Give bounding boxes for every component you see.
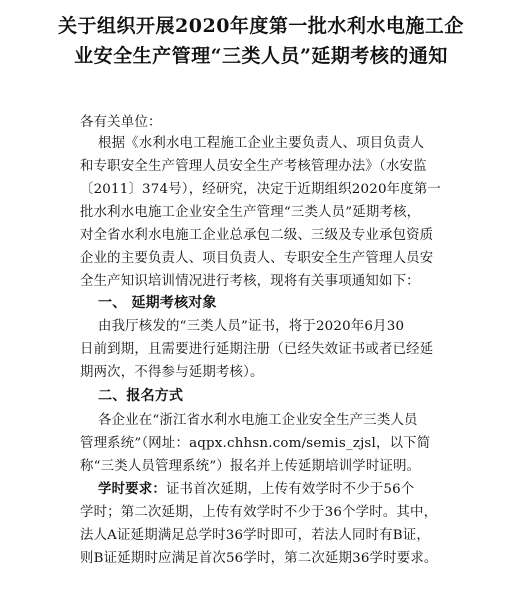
section-1-line: 由我厅核发的“三类人员”证书，将于2020年6月30 [98, 319, 405, 334]
section-2-line: 管理系统”（网址：aqpx.chhsn.com/semis_zjsl，以下简 [80, 436, 431, 451]
intro-line: 企业的主要负责人、项目负责人、专职安全生产管理人员安 [80, 251, 434, 266]
study-requirement-line: 则B证延期时应满足首次56学时，第二次延期36学时要求。 [80, 551, 438, 566]
intro-line: 根据《水利水电工程施工企业主要负责人、项目负责人 [98, 136, 425, 151]
study-requirement-label: 学时要求： [98, 482, 166, 497]
salutation: 各有关单位： [80, 115, 162, 130]
intro-line: 全生产知识培训情况进行考核，现将有关事项通知如下： [80, 274, 420, 289]
study-requirement-line: 法人A证延期满足总学时36学时即可，若法人同时有B证， [80, 528, 430, 543]
section-2-line: 各企业在“浙江省水利水电施工企业安全生产三类人员 [98, 413, 418, 428]
study-requirement-line: 学时；第二次延期，上传有效学时不少于36个学时。其中， [80, 505, 438, 520]
study-requirement-text: 证书首次延期，上传有效学时不少于56个 [165, 482, 415, 497]
intro-line: 和专职安全生产管理人员安全生产考核管理办法》（水安监 [80, 159, 427, 174]
intro-line: 对全省水利水电施工企业总承包二级、三级及专业承包资质 [80, 228, 434, 243]
intro-line: 〔2011〕374号），经研究，决定于近期组织2020年度第一 [80, 182, 442, 197]
notice-title-line-2: 业安全生产管理“三类人员”延期考核的通知 [74, 45, 448, 67]
section-1-heading: 一、 延期考核对象 [98, 295, 217, 311]
section-1-line: 期两次，不得参与延期考核）。 [80, 365, 264, 380]
section-1-line: 日前到期，且需要进行延期注册（已经失效证书或者已经延 [80, 342, 434, 357]
section-2-heading: 二、报名方式 [98, 388, 184, 404]
section-2-line: 称“三类人员管理系统”）报名并上传延期培训学时证明。 [80, 459, 421, 474]
notice-title-line-1: 关于组织开展2020年度第一批水利水电施工企 [58, 15, 464, 37]
intro-line: 批水利水电施工企业安全生产管理“三类人员”延期考核， [80, 205, 421, 220]
study-requirement-line [98, 479, 518, 500]
